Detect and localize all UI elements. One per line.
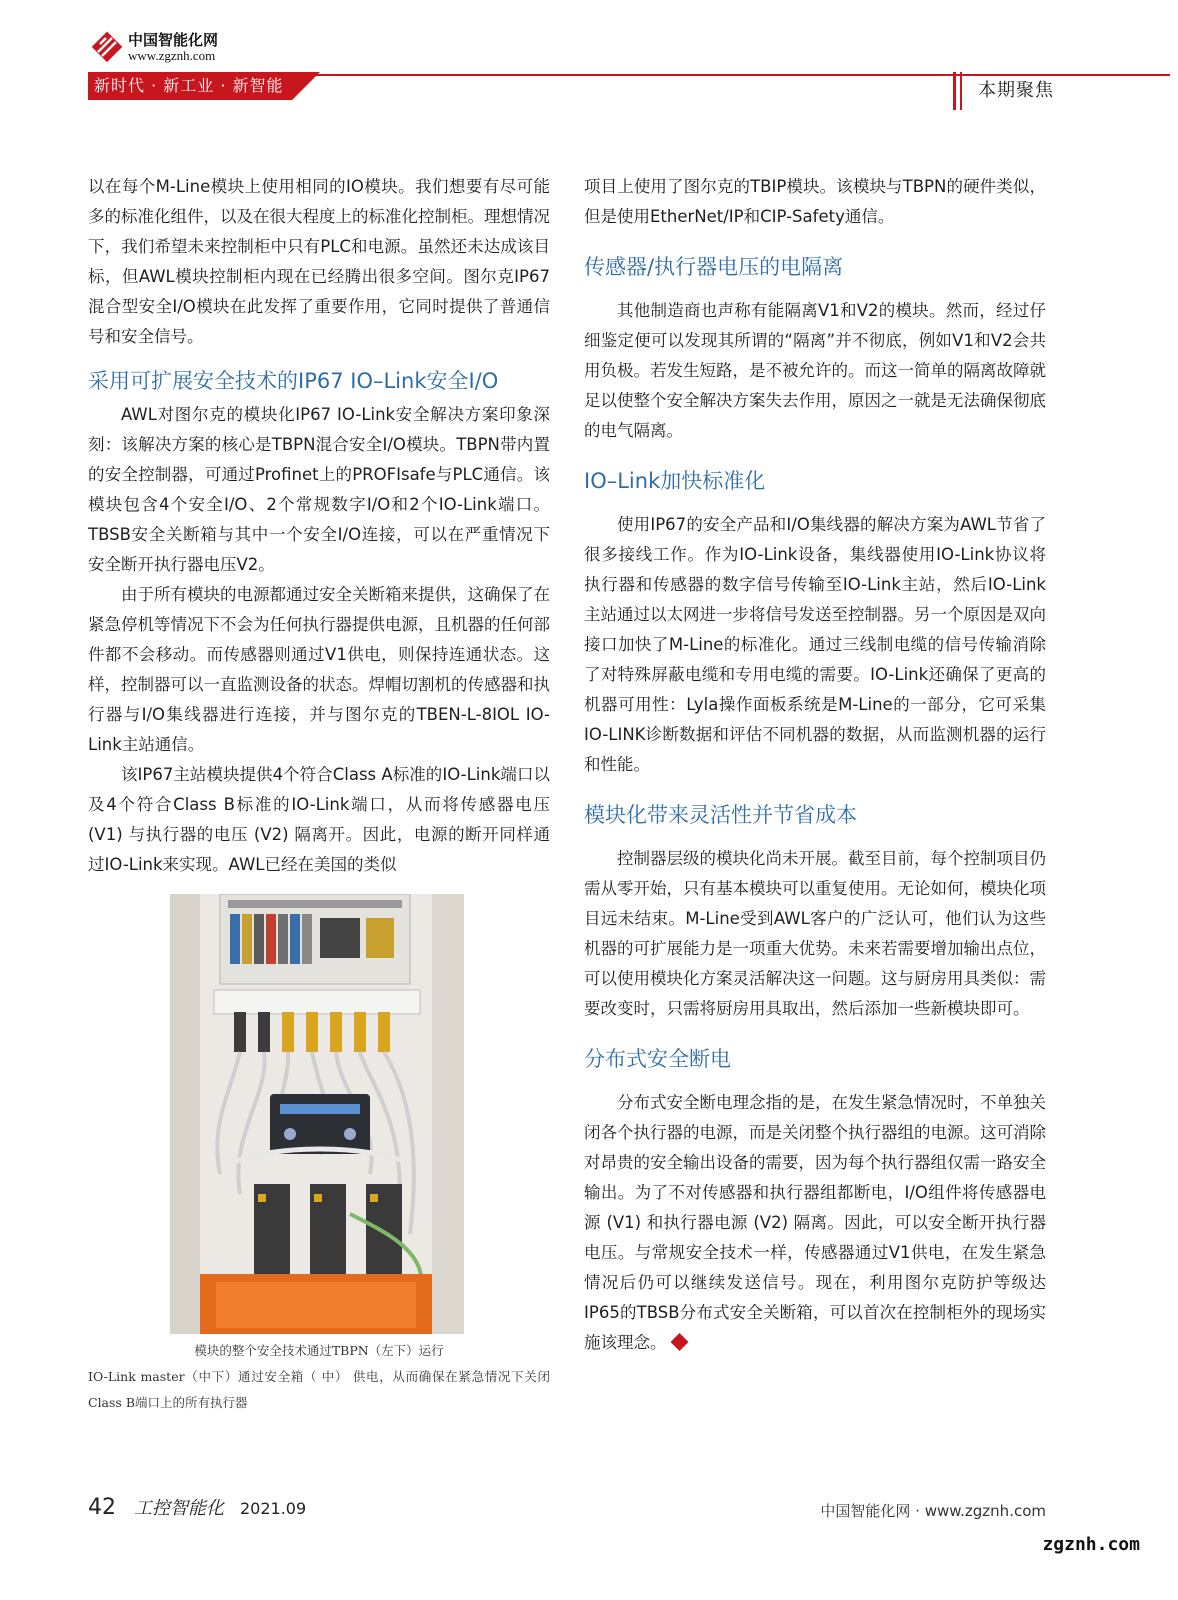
paragraph: AWL对图尔克的模块化IP67 IO-Link安全解决方案印象深刻：该解决方案的核心是TBPN混合安全I/O模块。TBPN带内置的安全控制器，可通过Profinet上的PROFIsafe与PLC通信。该模块包含4个安全I/O、2个常规数字I/O和2个IO-Link端口。TBSB安全关断箱与其中一个安全I/O连接，可以在严重情况下安全断开执行器电压V2。 <box>88 405 550 574</box>
caption-line-1: 模块的整个安全技术通过TBPN（左下）运行 <box>194 1343 444 1358</box>
logo-name: 中国智能化网 <box>128 30 219 49</box>
paragraph: 该IP67主站模块提供4个符合Class A标准的IO-Link端口以及4个符合Class B标准的IO-Link端口，从而将传感器电压 (V1) 与执行器的电压 (V2) 隔离开。因此，电源的断开同样通过IO-Link来实现。AWL已经在美国的类似 <box>88 765 550 874</box>
paragraph: 使用IP67的安全产品和I/O集线器的解决方案为AWL节省了很多接线工作。作为IO-Link设备，集线器使用IO-Link协议将执行器和传感器的数字信号传输至IO-Link主站，然后IO-Link主站通过以太网进一步将信号发送至控制器。另一个原因是双向接口加快了M-Line的标准化。通过三线制电缆的信号传输消除了对特殊屏蔽电缆和专用电缆的需要。IO-Link还确保了更高的机器可用性：Lyla操作面板系统是M-Line的一部分，它可采集IO-LINK诊断数据和评估不同机器的数据，从而监测机器的运行和性能。 <box>584 515 1046 774</box>
magazine-name: 工控智能化 <box>134 1498 224 1519</box>
right-column <box>584 172 1046 1358</box>
paragraph: 项目上使用了图尔克的TBIP模块。该模块与TBPN的硬件类似，但是使用EtherNet/IP和CIP-Safety通信。 <box>584 177 1046 226</box>
issue-date: 2021.09 <box>240 1499 307 1518</box>
header-bar <box>88 72 1178 100</box>
section-tab-bar <box>960 72 962 110</box>
site-logo[interactable] <box>90 30 218 64</box>
paragraph: 其他制造商也声称有能隔离V1和V2的模块。然而，经过仔细鉴定便可以发现其所谓的“隔离”并不彻底，例如V1和V2会共用负极。若发生短路，是不被允许的。而这一简单的隔离故障就足以使整个安全解决方案失去作用，原因之一就是无法确保彻底的电气隔离。 <box>584 301 1046 440</box>
paragraph <box>584 1088 1046 1358</box>
section-tab <box>953 72 1178 110</box>
section-heading: 传感器/执行器电压的电隔离 <box>584 255 844 279</box>
paragraph-text: 分布式安全断电理念指的是，在发生紧急情况时，不单独关闭各个执行器的电源，而是关闭整个执行器组的电源。这可消除对昂贵的安全输出设备的需要，因为每个执行器组仅需一路安全输出。为了不对传感器和执行器组都断电，I/O组件将传感器电源 (V1) 和执行器电源 (V2) 隔离。因此，可以安全断开执行器电压。与常规安全技术一样，传感器通过V1供电，在发生紧急情况后仍可以继续发送信号。现在，利用图尔克防护等级达IP65的TBSB分布式安全关断箱，可以首次在控制柜外的现场实施该理念。 <box>584 1093 1046 1352</box>
control-cabinet-photo <box>170 894 464 1334</box>
footer-left <box>88 1494 306 1520</box>
footer-site[interactable]: 中国智能化网 · www.zgznh.com <box>820 1502 1046 1520</box>
watermark: zgznh.com <box>1042 1534 1140 1555</box>
section-heading: 采用可扩展安全技术的IP67 IO–Link安全I/O <box>88 369 499 393</box>
end-mark-icon <box>671 1333 689 1351</box>
section-label: 本期聚焦 <box>978 80 1054 101</box>
slogan-text: 新时代 · 新工业 · 新智能 <box>94 76 284 95</box>
paragraph: 以在每个M-Line模块上使用相同的IO模块。我们想要有尽可能多的标准化组件，以及在很大程度上的标准化控制柜。理想情况下，我们希望未来控制柜中只有PLC和电源。虽然还未达成该目标，但AWL模块控制柜内现在已经腾出很多空间。图尔克IP67混合型安全I/O模块在此发挥了重要作用，它同时提供了普通信号和安全信号。 <box>88 177 550 346</box>
section-heading: 模块化带来灵活性并节省成本 <box>584 803 857 827</box>
section-heading: 分布式安全断电 <box>584 1047 731 1071</box>
logo-icon <box>90 30 124 64</box>
section-heading: IO–Link加快标准化 <box>584 469 766 493</box>
page-number: 42 <box>88 1495 116 1520</box>
figure-caption <box>88 1338 550 1416</box>
left-column <box>88 172 550 1416</box>
paragraph: 控制器层级的模块化尚未开展。截至目前，每个控制项目仍需从零开始，只有基本模块可以重复使用。无论如何，模块化项目远未结束。M-Line受到AWL客户的广泛认可，他们认为这些机器的可扩展能力是一项重大优势。未来若需要增加输出点位，可以使用模块化方案灵活解决这一问题。这与厨房用具类似：需要改变时，只需将厨房用具取出，然后添加一些新模块即可。 <box>584 849 1046 1018</box>
caption-line-2: IO-Link master（中下）通过安全箱（ 中） 供电，从而确保在紧急情况下关闭Class B端口上的所有执行器 <box>88 1369 550 1410</box>
paragraph: 由于所有模块的电源都通过安全关断箱来提供，这确保了在紧急停机等情况下不会为任何执行器提供电源，且机器的任何部件都不会移动。而传感器则通过V1供电，则保持连通状态。这样，控制器可以一直监测设备的状态。焊帽切割机的传感器和执行器与I/O集线器进行连接，并与图尔克的TBEN-L-8IOL IO-Link主站通信。 <box>88 585 550 754</box>
logo-url: www.zgznh.com <box>128 47 216 63</box>
